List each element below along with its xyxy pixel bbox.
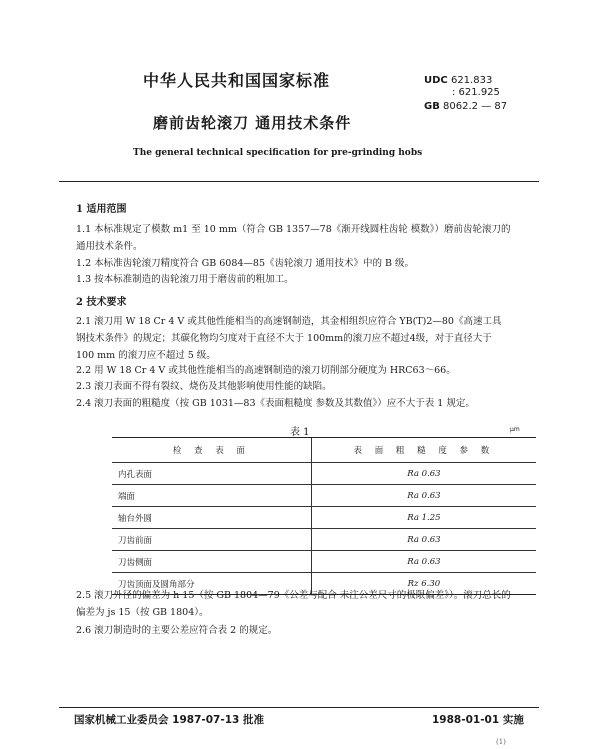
clause-2-5-line1: 2.5 滚刀外径的偏差为 h 15（按 GB 1804—79《公差与配合 未注公差尺寸的极限偏差》）。滚刀总长的 <box>76 590 511 601</box>
table-row <box>112 529 536 551</box>
document-title: 磨前齿轮滚刀 通用技术条件 <box>153 114 352 132</box>
table-cell-surface: 刀齿侧面 <box>112 551 311 573</box>
clause-2-1-line3: 100 mm 的滚刀应不超过 5 级。 <box>76 350 216 361</box>
table-cell-surface: 轴台外圆 <box>112 507 311 529</box>
table-cell-surface: 内孔表面 <box>112 463 311 485</box>
gb-label: GB <box>424 101 440 112</box>
table-row <box>112 485 536 507</box>
table-cell-roughness: Ra 0.63 <box>311 529 536 551</box>
footer-divider <box>59 707 539 708</box>
clause-1-1 <box>76 221 546 255</box>
table-header-surface: 检 查 表 面 <box>112 438 311 463</box>
table-row <box>112 507 536 529</box>
udc-code-2: : 621.925 <box>452 87 500 98</box>
table-cell-roughness: Ra 0.63 <box>311 485 536 507</box>
clause-1-2: 1.2 本标准齿轮滚刀精度符合 GB 6084—85《齿轮滚刀 通用技术》中的 B 级。 <box>76 258 415 269</box>
udc-code-1: 621.833 <box>450 75 493 86</box>
section-1-heading: 1 适用范围 <box>76 204 127 215</box>
table-cell-roughness: Ra 0.63 <box>311 551 536 573</box>
english-title: The general technical specification for pre-grinding hobs <box>133 148 423 158</box>
clause-1-1-line1: 1.1 本标准规定了模数 m1 至 10 mm（符合 GB 1357—78《渐开线圆柱齿轮 模数》）磨前齿轮滚刀的 <box>76 224 511 235</box>
table-cell-roughness: Ra 1.25 <box>311 507 536 529</box>
clause-2-2: 2.2 用 W 18 Cr 4 V 或其他性能相当的高速钢制造的滚刀切削部分硬度为 HRC63～66。 <box>76 365 456 376</box>
standard-org-title: 中华人民共和国国家标准 <box>143 71 331 90</box>
clause-2-1 <box>76 313 546 364</box>
table-cell-surface: 刀齿顶面及圆角部分 <box>112 573 311 595</box>
table-header-row <box>112 438 536 463</box>
roughness-table <box>112 437 536 595</box>
table-cell-surface: 刀齿前面 <box>112 529 311 551</box>
clause-2-1-line1: 2.1 滚刀用 W 18 Cr 4 V 或其他性能相当的高速钢制造，其金相组织应符合 YB(T)2—80《高速工具 <box>76 316 502 327</box>
section-2-heading: 2 技术要求 <box>76 297 127 308</box>
clause-2-5-line2: 偏差为 js 15（按 GB 1804）。 <box>76 607 209 618</box>
clause-2-4: 2.4 滚刀表面的粗糙度（按 GB 1031—83《表面粗糙度 参数及其数值》）应不大于表 1 规定。 <box>76 398 475 409</box>
table-row <box>112 551 536 573</box>
clause-2-5 <box>76 587 546 621</box>
header-divider <box>59 181 539 182</box>
page-number: (1) <box>496 738 506 746</box>
table-row <box>112 463 536 485</box>
table-unit: μm <box>510 426 520 433</box>
table-cell-surface: 端面 <box>112 485 311 507</box>
table-cell-roughness: Ra 0.63 <box>311 463 536 485</box>
table-header-roughness: 表 面 粗 糙 度 参 数 <box>311 438 536 463</box>
gb-number-value: 8062.2 — 87 <box>443 101 508 112</box>
udc-code <box>424 75 500 99</box>
table-cell-roughness: Rz 6.30 <box>311 573 536 595</box>
udc-label: UDC <box>424 75 448 86</box>
implementation-date: 1988-01-01 实施 <box>432 714 524 726</box>
clause-2-6: 2.6 滚刀制造时的主要公差应符合表 2 的规定。 <box>76 625 278 636</box>
clause-2-3: 2.3 滚刀表面不得有裂纹、烧伤及其他影响使用性能的缺陷。 <box>76 381 332 392</box>
clause-1-1-line2: 通用技术条件。 <box>76 241 143 252</box>
clause-2-1-line2: 钢技术条件》的规定；其碳化物均匀度对于直径不大于 100mm的滚刀应不超过4级，对于直径大于 <box>76 333 492 344</box>
approval-date: 国家机械工业委员会 1987-07-13 批准 <box>74 714 264 726</box>
clause-1-3: 1.3 按本标准制造的齿轮滚刀用于磨齿前的粗加工。 <box>76 274 294 285</box>
table-caption: 表 1 <box>290 427 310 438</box>
gb-number <box>424 101 507 112</box>
